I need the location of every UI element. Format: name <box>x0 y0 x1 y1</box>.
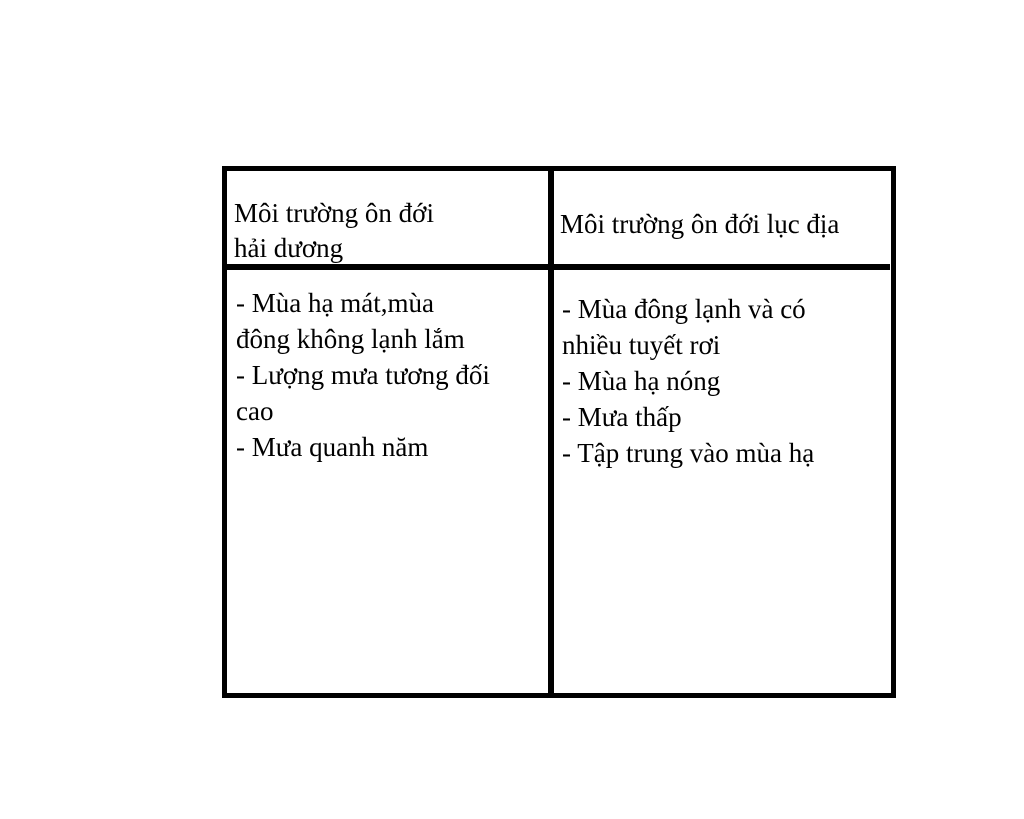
body-cell-line: - Mùa đông lạnh và có <box>562 294 806 324</box>
body-cell-continental-climate <box>562 291 814 471</box>
body-cell-line: - Lượng mưa tương đối <box>236 360 490 390</box>
body-cell-line: - Tập trung vào mùa hạ <box>562 438 815 468</box>
header-cell-line: Môi trường ôn đới lục địa <box>560 209 840 239</box>
header-cell-line: hải dương <box>234 233 344 263</box>
header-cell-oceanic-climate <box>234 196 434 266</box>
body-cell-line: nhiều tuyết rơi <box>562 330 721 360</box>
column-divider <box>548 166 554 698</box>
header-cell-line: Môi trường ôn đới <box>234 198 434 228</box>
body-cell-line: cao <box>236 396 274 426</box>
body-cell-line: - Mùa hạ mát,mùa <box>236 288 434 318</box>
body-cell-line: đông không lạnh lắm <box>236 324 465 354</box>
body-cell-line: - Mưa thấp <box>562 402 682 432</box>
body-cell-line: - Mưa quanh năm <box>236 432 429 462</box>
header-cell-continental-climate <box>560 206 839 242</box>
body-cell-oceanic-climate <box>236 285 490 465</box>
body-cell-line: - Mùa hạ nóng <box>562 366 721 396</box>
